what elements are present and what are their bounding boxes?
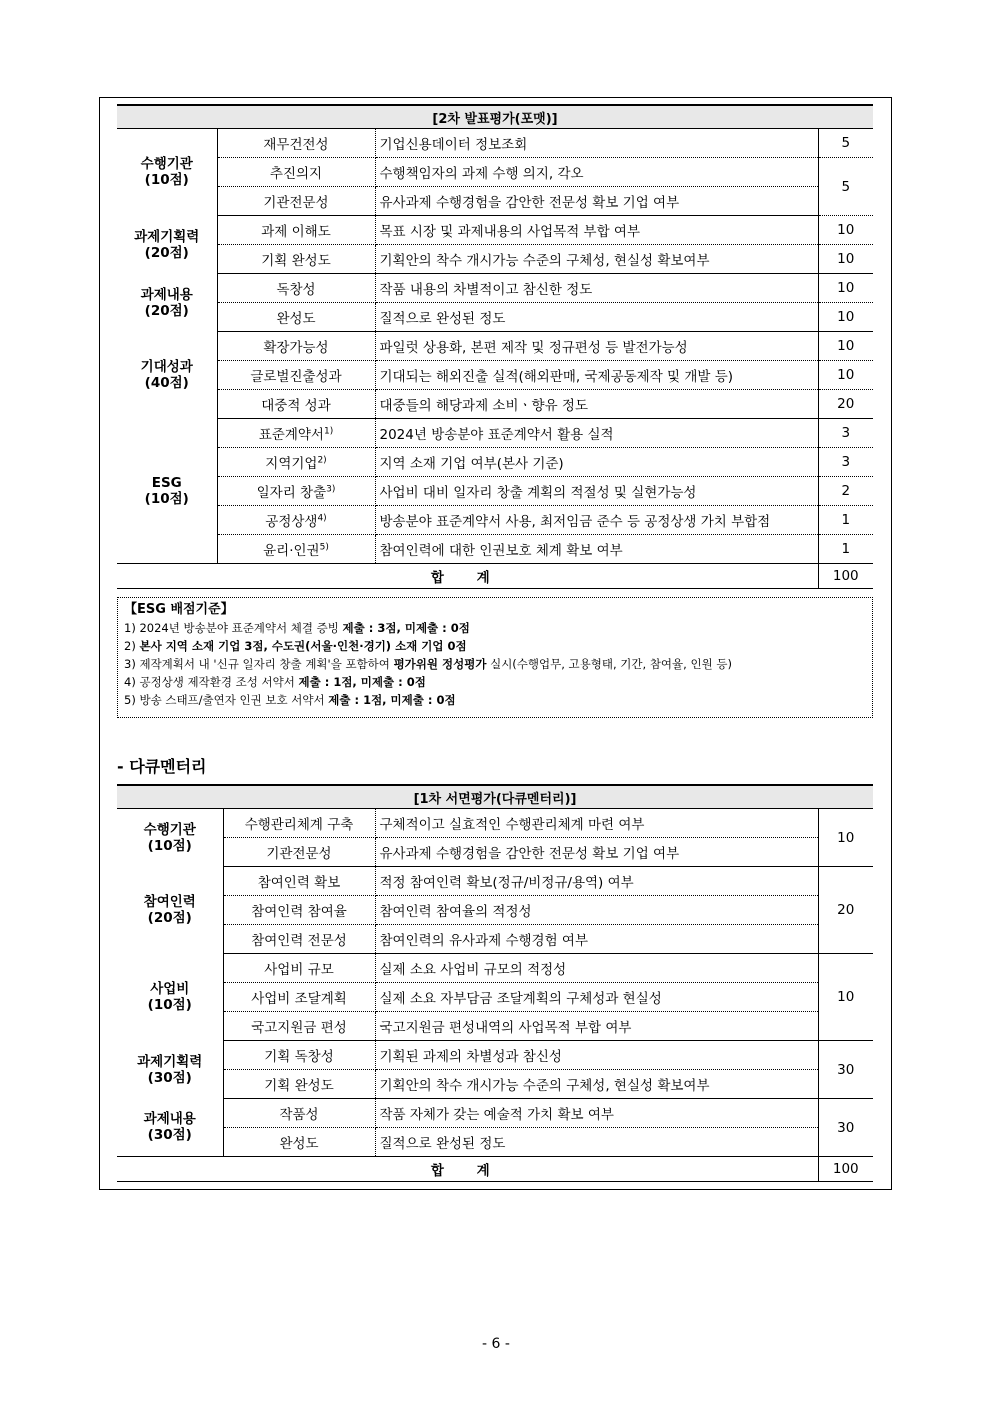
- documentary-evaluation-table: [117, 784, 873, 1182]
- criterion-cell: [217, 274, 375, 303]
- table-row: [117, 187, 873, 216]
- category-label: 기대성과 (40점): [140, 359, 193, 391]
- description-cell: 지역 소재 기업 여부(본사 기준): [375, 448, 818, 477]
- esg-line-text: 3) 제작계획서 내 '신규 일자리 창출 계획'을 포함하여: [124, 657, 394, 671]
- table-row: [117, 506, 873, 535]
- criterion-cell: 수행관리체계 구축: [223, 809, 375, 838]
- description-cell: 질적으로 완성된 정도: [375, 303, 818, 332]
- score-cell: 10: [818, 216, 873, 245]
- criterion-label: 일자리 창출: [256, 485, 327, 501]
- description-cell: 2024년 방송분야 표준계약서 활용 실적: [375, 419, 818, 448]
- description-cell: 방송분야 표준계약서 사용, 최저임금 준수 등 공정상생 가치 부합점: [375, 506, 818, 535]
- category-label: 과제기획력 (20점): [134, 228, 200, 261]
- description-cell: 기획안의 착수 개시가능 수준의 구체성, 현실성 확보여부: [375, 1070, 818, 1099]
- table-row: [117, 954, 873, 983]
- criterion-cell: 참여인력 전문성: [223, 925, 375, 954]
- description-cell: 파일럿 상용화, 본편 제작 및 정규편성 등 발전가능성: [375, 332, 818, 361]
- score-cell: 30: [818, 1041, 873, 1099]
- category-cell: [117, 867, 223, 954]
- criterion-label: 표준계약서: [258, 427, 324, 443]
- criterion-cell: [217, 332, 375, 361]
- criterion-cell: 기관전문성: [223, 838, 375, 867]
- description-cell: 국고지원금 편성내역의 사업목적 부합 여부: [375, 1012, 818, 1041]
- score-cell: 3: [818, 448, 873, 477]
- section-title: - 다큐멘터리: [117, 757, 207, 776]
- table-row: [117, 477, 873, 506]
- footnote-marker: 3): [326, 484, 336, 495]
- table-header: [2차 발표평가(포맷)]: [117, 105, 873, 129]
- table-row: [117, 448, 873, 477]
- table-row: [117, 925, 873, 954]
- criterion-cell: 사업비 규모: [223, 954, 375, 983]
- table-row: [117, 274, 873, 303]
- criterion-cell: [217, 216, 375, 245]
- esg-criteria-line: [124, 673, 866, 691]
- criterion-label: 완성도: [276, 311, 316, 327]
- esg-line-text: 5) 방송 스태프/출연자 인권 보호 서약서: [124, 693, 329, 707]
- table-row: [117, 332, 873, 361]
- esg-line-text: 1) 2024년 방송분야 표준계약서 체결 증빙: [124, 621, 343, 635]
- criterion-cell: [217, 448, 375, 477]
- criterion-cell: [217, 390, 375, 419]
- esg-line-bold: 제출 : 1점, 미제출 : 0점: [298, 675, 426, 689]
- total-label: 합 계: [117, 1157, 818, 1182]
- description-cell: 참여인력의 유사과제 수행경험 여부: [375, 925, 818, 954]
- score-cell: 1: [818, 535, 873, 564]
- score-cell: 2: [818, 477, 873, 506]
- criterion-cell: 사업비 조달계획: [223, 983, 375, 1012]
- category-label: 참여인력 (20점): [143, 894, 196, 926]
- description-cell: 기업신용데이터 정보조회: [375, 129, 818, 158]
- criterion-cell: [217, 129, 375, 158]
- score-cell: 10: [818, 274, 873, 303]
- category-label: 과제기획력 (30점): [137, 1053, 203, 1086]
- category-label: 수행기관 (10점): [143, 821, 196, 854]
- description-cell: 참여인력에 대한 인권보호 체계 확보 여부: [375, 535, 818, 564]
- category-cell: [117, 332, 217, 419]
- table-row: [117, 303, 873, 332]
- table-row: [117, 535, 873, 564]
- description-cell: 유사과제 수행경험을 감안한 전문성 확보 기업 여부: [375, 187, 818, 216]
- criterion-label: 공정상생: [265, 514, 318, 530]
- criterion-label: 윤리·인권: [263, 543, 320, 559]
- criterion-label: 독창성: [276, 282, 316, 298]
- table-row: [117, 809, 873, 838]
- table-header: [1차 서면평가(다큐멘터리)]: [117, 785, 873, 809]
- description-cell: 적정 참여인력 확보(정규/비정규/용역) 여부: [375, 867, 818, 896]
- esg-line-text: 4) 공정상생 제작환경 조성 서약서: [124, 675, 299, 689]
- category-label: 수행기관 (10점): [140, 156, 193, 189]
- description-cell: 목표 시장 및 과제내용의 사업목적 부합 여부: [375, 216, 818, 245]
- total-score: 100: [818, 564, 873, 589]
- esg-criteria-line: [124, 691, 866, 709]
- table-row: [117, 1012, 873, 1041]
- description-cell: 유사과제 수행경험을 감안한 전문성 확보 기업 여부: [375, 838, 818, 867]
- table-row: [117, 216, 873, 245]
- score-cell: 10: [818, 332, 873, 361]
- description-cell: 참여인력 참여율의 적정성: [375, 896, 818, 925]
- description-cell: 기획안의 착수 개시가능 수준의 구체성, 현실성 확보여부: [375, 245, 818, 274]
- criterion-cell: 완성도: [223, 1128, 375, 1157]
- criterion-cell: [217, 187, 375, 216]
- footnote-marker: 2): [317, 455, 327, 466]
- esg-line-bold: 제출 : 3점, 미제출 : 0점: [342, 621, 470, 635]
- description-cell: 대중들의 해당과제 소비ㆍ향유 정도: [375, 390, 818, 419]
- table-header-row: [117, 785, 873, 809]
- category-cell: [117, 216, 217, 274]
- total-score: 100: [818, 1157, 873, 1182]
- criterion-cell: [217, 477, 375, 506]
- criterion-label: 기관전문성: [263, 195, 329, 211]
- category-label: 과제내용 (20점): [140, 286, 193, 319]
- description-cell: 질적으로 완성된 정도: [375, 1128, 818, 1157]
- category-label: 사업비 (10점): [147, 981, 192, 1013]
- criterion-cell: 참여인력 참여율: [223, 896, 375, 925]
- description-cell: 사업비 대비 일자리 창출 계획의 적절성 및 실현가능성: [375, 477, 818, 506]
- page-number: - 6 -: [482, 1336, 510, 1352]
- criterion-cell: [217, 506, 375, 535]
- criterion-cell: [217, 419, 375, 448]
- category-cell: [117, 954, 223, 1041]
- criterion-cell: 작품성: [223, 1099, 375, 1128]
- score-cell: 10: [818, 245, 873, 274]
- footnote-marker: 5): [319, 542, 329, 553]
- criterion-cell: 기획 완성도: [223, 1070, 375, 1099]
- criterion-label: 글로벌진출성과: [250, 369, 342, 385]
- description-cell: 실제 소요 자부담금 조달계획의 구체성과 현실성: [375, 983, 818, 1012]
- score-cell: 20: [818, 867, 873, 954]
- total-row: [117, 564, 873, 589]
- score-cell: 1: [818, 506, 873, 535]
- footnote-marker: 1): [323, 426, 334, 437]
- criterion-label: 추진의지: [269, 166, 323, 182]
- description-cell: 구체적이고 실효적인 수행관리체계 마련 여부: [375, 809, 818, 838]
- esg-line-text: 실시(수행업무, 고용형태, 기간, 참여율, 인원 등): [486, 657, 732, 671]
- esg-line-bold: 평가위원 정성평가: [393, 657, 487, 671]
- total-row: [117, 1157, 873, 1182]
- criterion-label: 확장가능성: [263, 340, 329, 356]
- category-cell: [117, 419, 217, 564]
- criterion-label: 지역기업: [265, 456, 318, 472]
- criterion-label: 기획 완성도: [261, 253, 331, 269]
- esg-line-bold: 본사 지역 소재 기업 3점, 수도권(서울·인천·경기) 소재 기업 0점: [139, 639, 467, 653]
- table-row: [117, 158, 873, 187]
- score-cell: 10: [818, 303, 873, 332]
- score-cell: 10: [818, 954, 873, 1041]
- criterion-cell: 기획 독창성: [223, 1041, 375, 1070]
- footnote-marker: 4): [317, 513, 327, 524]
- table-row: [117, 361, 873, 390]
- score-cell: 20: [818, 390, 873, 419]
- criterion-label: 과제 이해도: [261, 224, 331, 240]
- category-label: ESG (10점): [144, 474, 189, 507]
- table-row: [117, 1041, 873, 1070]
- esg-line-text: 2): [124, 639, 140, 653]
- criterion-cell: 참여인력 확보: [223, 867, 375, 896]
- criterion-cell: [217, 535, 375, 564]
- table-row: [117, 867, 873, 896]
- presentation-evaluation-table: [117, 104, 873, 589]
- table-row: [117, 390, 873, 419]
- esg-criteria-line: [124, 655, 866, 673]
- table-row: [117, 245, 873, 274]
- esg-criteria-line: [124, 619, 866, 637]
- table-row: [117, 129, 873, 158]
- table-row: [117, 1070, 873, 1099]
- category-cell: [117, 129, 217, 216]
- description-cell: 실제 소요 사업비 규모의 적정성: [375, 954, 818, 983]
- category-cell: [117, 1099, 223, 1157]
- table-row: [117, 983, 873, 1012]
- description-cell: 기대되는 해외진출 실적(해외판매, 국제공동제작 및 개발 등): [375, 361, 818, 390]
- esg-criteria-box: [117, 597, 873, 718]
- criterion-cell: 국고지원금 편성: [223, 1012, 375, 1041]
- criterion-cell: [217, 361, 375, 390]
- total-label: 합 계: [117, 564, 818, 589]
- esg-criteria-line: [124, 637, 866, 655]
- category-label: 과제내용 (30점): [143, 1111, 196, 1144]
- score-cell: 10: [818, 809, 873, 867]
- criterion-label: 재무건전성: [263, 137, 329, 153]
- esg-line-bold: 제출 : 1점, 미제출 : 0점: [328, 693, 456, 707]
- score-cell: 10: [818, 361, 873, 390]
- score-cell: 3: [818, 419, 873, 448]
- criterion-cell: [217, 303, 375, 332]
- esg-criteria-title: 【ESG 배점기준】: [124, 602, 234, 617]
- score-cell: 5: [818, 158, 873, 216]
- table-header-row: [117, 105, 873, 129]
- score-cell: 5: [818, 129, 873, 158]
- score-cell: 30: [818, 1099, 873, 1157]
- table-row: [117, 896, 873, 925]
- category-cell: [117, 1041, 223, 1099]
- table-row: [117, 1099, 873, 1128]
- category-cell: [117, 274, 217, 332]
- description-cell: 작품 자체가 갖는 예술적 가치 확보 여부: [375, 1099, 818, 1128]
- description-cell: 기획된 과제의 차별성과 참신성: [375, 1041, 818, 1070]
- criterion-cell: [217, 158, 375, 187]
- table-row: [117, 1128, 873, 1157]
- description-cell: 수행책임자의 과제 수행 의지, 각오: [375, 158, 818, 187]
- category-cell: [117, 809, 223, 867]
- description-cell: 작품 내용의 차별적이고 참신한 정도: [375, 274, 818, 303]
- criterion-cell: [217, 245, 375, 274]
- criterion-label: 대중적 성과: [261, 398, 331, 414]
- table-row: [117, 838, 873, 867]
- table-row: [117, 419, 873, 448]
